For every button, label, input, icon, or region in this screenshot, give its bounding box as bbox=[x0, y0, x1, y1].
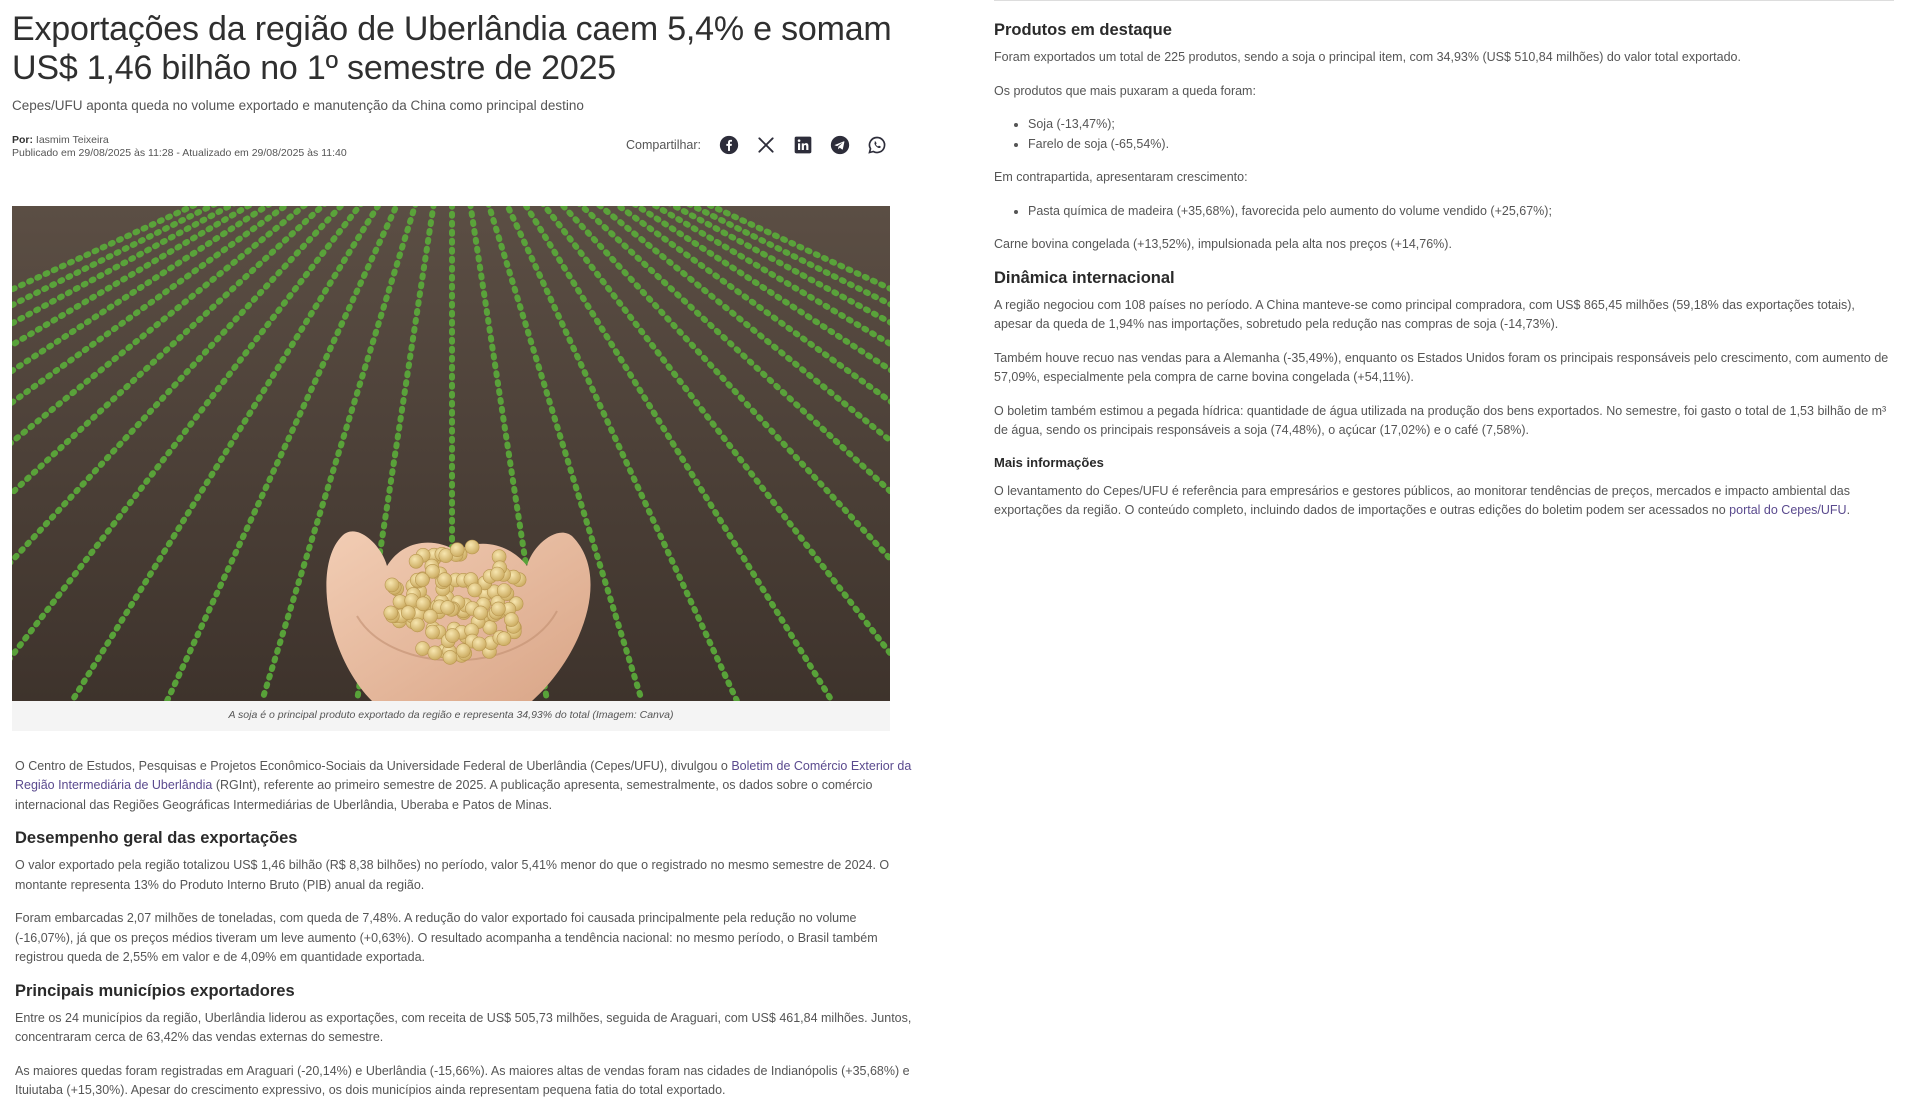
paragraph-desempenho-1: O valor exportado pela região totalizou US$ 1,46 bilhão (R$ 8,38 bilhões) no período, valor 5,41% menor do que o registrado no mesmo semestre de 2024. O montante representa 13% do Produto Interno Bruto (PIB) anual da região. bbox=[15, 858, 890, 892]
soybean bbox=[468, 583, 482, 597]
heading-desempenho: Desempenho geral das exportações bbox=[15, 829, 298, 847]
soybean bbox=[410, 617, 424, 631]
share-bar bbox=[626, 134, 888, 157]
soybean bbox=[423, 609, 437, 623]
paragraph-produtos-4: Carne bovina congelada (+13,52%), impulsionada pela alta nos preços (+14,76%). bbox=[994, 237, 1452, 251]
heading-dinamica: Dinâmica internacional bbox=[994, 268, 1175, 287]
paragraph-municipios-2: As maiores quedas foram registradas em Araguari (-20,14%) e Uberlândia (-15,66%). As maiores altas de vendas foram nas cidades de Indianópolis (+35,68%) e Ituiutaba (+15,30%). Apesar do crescimento expressivo, os dois municípios ainda representam pequena fatia do total exportado. bbox=[15, 1063, 910, 1097]
list-item: • Soja (-13,47%); bbox=[1028, 115, 1894, 135]
article-left-column bbox=[12, 0, 912, 1115]
paragraph-desempenho-2: Foram embarcadas 2,07 milhões de toneladas, com queda de 7,48%. A redução do valor exportado foi causada principalmente pela redução no volume (-16,07%), já que os preços médios tiveram um leve aumento (+0,63%). O resultado acompanha a tendência nacional: no mesmo período, o Brasil também registrou queda de 2,55% em valor e de 4,09% em quantidade exportada. bbox=[15, 911, 878, 964]
image-caption: A soja é o principal produto exportado da região e representa 34,93% do total (Imagem: Canva) bbox=[228, 708, 674, 721]
paragraph-produtos-1: Foram exportados um total de 225 produtos, sendo a soja o principal item, com 34,93% (US$ 510,84 milhões) do valor total exportado. bbox=[994, 50, 1741, 64]
soybean bbox=[409, 554, 423, 568]
soybean bbox=[443, 650, 457, 664]
soybean bbox=[490, 567, 504, 581]
soybean bbox=[472, 637, 486, 651]
article-subtitle: Cepes/UFU aponta queda no volume exportado e manutenção da China como principal destino bbox=[12, 98, 584, 113]
soybean-field-photo bbox=[12, 206, 890, 701]
facebook-icon[interactable] bbox=[717, 134, 740, 157]
article-right-column bbox=[994, 0, 1894, 535]
soybean bbox=[438, 572, 452, 586]
paragraph-municipios-1: Entre os 24 municípios da região, Uberlândia liderou as exportações, com receita de US$ 505,73 milhões, seguida de Araguari, com US$ 461,84 milhões. Juntos, concentraram cerca de 63,42% das vendas externas do semestre. bbox=[15, 1010, 912, 1044]
soybean bbox=[491, 601, 505, 615]
paragraph-mais: O levantamento do Cepes/UFU é referência para empresários e gestores públicos, ao monitorar tendências de preços, mercados e impacto ambiental das exportações da região. O conteúdo completo, incluindo dados de importações e outras edições do boletim podem ser acessados no portal do Cepes/UFU. bbox=[994, 483, 1851, 517]
paragraph-dinamica-3: O boletim também estimou a pegada hídrica: quantidade de água utilizada na produção dos bens exportados. No semestre, foi gasto o total de 1,53 bilhão de m³ de água, sendo os principais responsáveis a soja (74,48%), o açúcar (17,02%) e o café (7,58%). bbox=[994, 403, 1887, 437]
author-name[interactable]: Iasmim Teixeira bbox=[35, 133, 109, 146]
queda-list bbox=[994, 115, 1894, 154]
soybean bbox=[497, 583, 511, 597]
whatsapp-icon[interactable] bbox=[865, 134, 888, 157]
share-label: Compartilhar: bbox=[626, 138, 702, 152]
linkedin-icon[interactable] bbox=[791, 134, 814, 157]
publish-dates: Publicado em 29/08/2025 às 11:28 - Atualizado em 29/08/2025 às 11:40 bbox=[12, 146, 347, 159]
paragraph-produtos-3: Em contrapartida, apresentaram crescimento: bbox=[994, 170, 1248, 184]
soybean bbox=[415, 572, 429, 586]
soybean bbox=[416, 641, 430, 655]
paragraph-dinamica-1: A região negociou com 108 países no período. A China manteve-se como principal compradora, com US$ 865,45 milhões (59,18% das exportações totais), apesar da queda de 1,94% nas importações, sobretudo pela redução nas compras de soja (-14,73%). bbox=[994, 297, 1855, 331]
scrolled-text-edge bbox=[994, 0, 1894, 7]
portal-cepes-link[interactable]: portal do Cepes/UFU bbox=[1729, 503, 1847, 517]
heading-mais-informacoes: Mais informações bbox=[994, 454, 1104, 470]
article-meta bbox=[12, 134, 912, 174]
soybean bbox=[504, 612, 518, 626]
soybean bbox=[384, 605, 398, 619]
soybean bbox=[416, 596, 430, 610]
intro-paragraph: O Centro de Estudos, Pesquisas e Projetos Econômico-Sociais da Universidade Federal de Uberlândia (Cepes/UFU), divulgou o Boletim de Comércio Exterior da Região Intermediária de Uberlândia (RGInt), referente ao primeiro semestre de 2025. A publicação apresenta, semestralmente, os dados sobre o comércio internacional das Regiões Geográficas Intermediárias de Uberlândia, Uberaba e Patos de Minas. bbox=[15, 758, 912, 812]
telegram-icon[interactable] bbox=[828, 134, 851, 157]
crescimento-list bbox=[994, 202, 1894, 222]
article-figure bbox=[12, 206, 890, 731]
paragraph-dinamica-2: Também houve recuo nas vendas para a Alemanha (-35,49%), enquanto os Estados Unidos foram os principais responsáveis pelo crescimento, com aumento de 57,09%, especialmente pela compra de carne bovina congelada (+54,11%). bbox=[994, 350, 1889, 384]
heading-municipios: Principais municípios exportadores bbox=[15, 981, 295, 1000]
soybean bbox=[465, 540, 479, 554]
article-body-left bbox=[12, 757, 915, 1101]
x-icon[interactable] bbox=[754, 134, 777, 157]
soybean bbox=[428, 645, 442, 659]
soybean bbox=[426, 625, 440, 639]
soybean bbox=[401, 605, 415, 619]
soybean bbox=[441, 600, 455, 614]
soybean bbox=[497, 631, 511, 645]
soybean bbox=[385, 577, 399, 591]
soybean bbox=[450, 542, 464, 556]
soybean bbox=[456, 643, 470, 657]
list-item: • Pasta química de madeira (+35,68%), favorecida pelo aumento do volume vendido (+25,67%); bbox=[1028, 202, 1894, 222]
heading-produtos: Produtos em destaque bbox=[994, 21, 1172, 39]
list-item: • Farelo de soja (-65,54%). bbox=[1028, 135, 1894, 155]
paragraph-produtos-2: Os produtos que mais puxaram a queda foram: bbox=[994, 83, 1256, 98]
soybean bbox=[474, 605, 488, 619]
soybean bbox=[445, 628, 459, 642]
boletim-link[interactable]: Boletim de Comércio Exterior da Região Intermediária de Uberlândia bbox=[15, 758, 912, 792]
author-label: Por: bbox=[12, 133, 33, 146]
page-title: Exportações da região de Uberlândia caem 5,4% e somam US$ 1,46 bilhão no 1º semestre de 2025 bbox=[12, 10, 892, 87]
